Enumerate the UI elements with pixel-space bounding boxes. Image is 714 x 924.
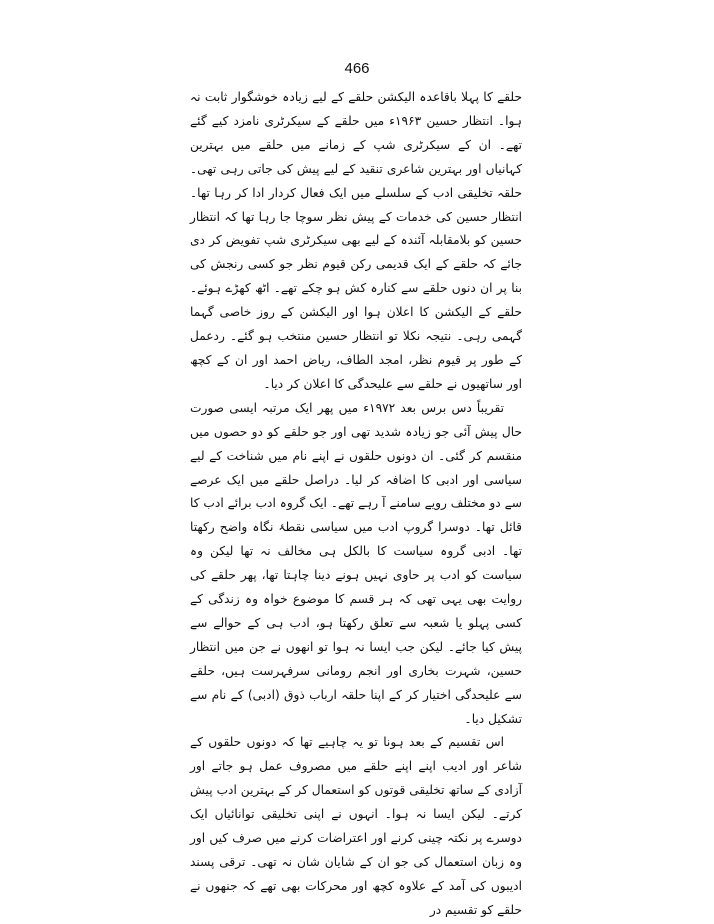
page-number: 466	[344, 60, 370, 77]
paragraph-2: تقریباً دس برس بعد ۱۹۷۲ء میں پھر ایک مرتبہ ایسی صورت حال پیش آئی جو زیادہ شدید تھی اور جو حلقے کو دو حصوں میں منقسم کر گئی۔ ان دونوں حلقوں نے اپنے نام میں شناخت کے لیے سیاسی اور ادبی کا اضافہ کر لیا۔ دراصل حلقے میں ایک عرصے سے دو مختلف رویے سامنے آ رہے تھے۔ ایک گروہ ادب برائے ادب کا قائل تھا۔ دوسرا گروپ ادب میں سیاسی نقطۂ نگاہ واضح رکھتا تھا۔ ادبی گروہ سیاست کا بالکل ہی مخالف نہ تھا لیکن وہ سیاست کو ادب پر حاوی نہیں ہونے دینا چاہتا تھا، پھر حلقے کی روایت بھی یہی تھی کہ ہر قسم کا موضوع خواہ وہ زندگی کے کسی پہلو یا شعبہ سے تعلق رکھتا ہو، ادب ہی کے حوالے سے پیش کیا جائے۔ لیکن جب ایسا نہ ہوا تو انھوں نے جن میں انتظار حسین، شہرت بخاری اور انجم رومانی سرفہرست ہیں، حلقے سے علیحدگی اختیار کر کے اپنا حلقہ ارباب ذوق (ادبی) کے نام سے تشکیل دیا۔	[190, 400, 522, 726]
paragraph-1: حلقے کا پہلا باقاعدہ الیکشن حلقے کے لیے زیادہ خوشگوار ثابت نہ ہوا۔ انتظار حسین ۱۹۶۳ء میں حلقے کے سیکرٹری نامزد کیے گئے تھے۔ ان کے سیکرٹری شپ کے زمانے میں حلقے میں بہترین کہانیاں اور بہترین شاعری تنقید کے لیے پیش کی جاتی رہی تھی۔ حلقہ تخلیقی ادب کے سلسلے میں ایک فعال کردار ادا کر رہا تھا۔ انتظار حسین کی خدمات کے پیش نظر سوچا جا رہا تھا کہ انتظار حسین کو بلامقابلہ آئندہ کے لیے بھی سیکرٹری شپ تفویض کر دی جائے کہ حلقے کے ایک قدیمی رکن قیوم نظر جو کسی رنجش کی بنا پر ان دنوں حلقے سے کنارہ کش ہو چکے تھے۔ اٹھ کھڑے ہوئے۔ حلقے کے الیکشن کا اعلان ہوا اور الیکشن کے روز خاصی گہما گہمی رہی۔ نتیجہ نکلا تو انتظار حسین منتخب ہو گئے۔ ردعمل کے طور پر قیوم نظر، امجد الطاف، ریاض احمد اور ان کے کچھ اور ساتھیوں نے حلقے سے علیحدگی کا اعلان کر دیا۔	[190, 90, 522, 391]
paragraph-3: اس تقسیم کے بعد ہونا تو یہ چاہیے تھا کہ دونوں حلقوں کے شاعر اور ادیب اپنے اپنے حلقے میں مصروف عمل ہو جاتے اور آزادی کے ساتھ تخلیقی قوتوں کو استعمال کر کے بہترین ادب پیش کرتے۔ لیکن ایسا نہ ہوا۔ انہوں نے اپنی تخلیقی توانائیاں ایک دوسرے پر نکتہ چینی کرنے اور اعتراضات کرنے میں صرف کیں اور وہ زبان استعمال کی جو ان کے شایان شان نہ تھی۔ ترقی پسند ادیبوں کی آمد کے علاوہ کچھ اور محرکات بھی تھے کہ جنھوں نے حلقے کو تقسیم در	[190, 735, 522, 917]
body-text	[190, 86, 522, 923]
